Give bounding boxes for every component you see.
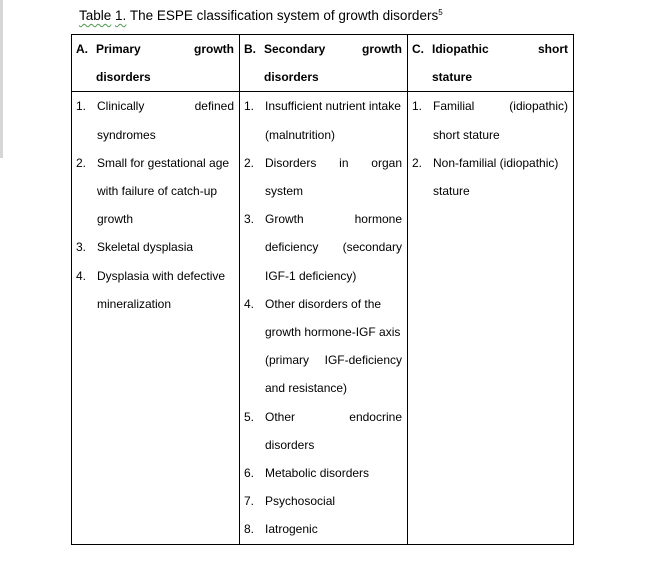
cell-line — [265, 346, 402, 374]
header-word: growth — [194, 42, 234, 56]
header-line — [76, 35, 234, 63]
cell-line — [265, 149, 402, 177]
cell-line — [97, 121, 234, 149]
item-text — [265, 205, 402, 290]
item-number: 5. — [244, 409, 255, 424]
table-body-row — [72, 92, 574, 544]
cell-line — [265, 205, 402, 233]
header-line-2: stature — [432, 70, 473, 85]
column-header-idiopathic — [408, 35, 574, 92]
header-marker: B. — [244, 42, 256, 56]
cell-word: Other disorders of the — [265, 296, 382, 311]
item-number: 1. — [244, 99, 255, 114]
list-item — [244, 92, 402, 148]
cell-line — [265, 121, 402, 149]
header-word: short — [538, 42, 568, 56]
cell-line — [97, 262, 234, 290]
cell-word: Clinically — [97, 99, 145, 114]
cell-line — [433, 92, 568, 120]
cell-word: (idiopathic) — [509, 99, 568, 114]
cell-line — [97, 149, 234, 177]
item-text — [97, 233, 234, 261]
cell-line — [265, 431, 402, 459]
cell-word: Small for gestational age — [97, 155, 230, 170]
list-item — [412, 149, 568, 205]
cell-word: syndromes — [97, 127, 156, 142]
cell-word: organ — [371, 155, 402, 170]
cell-word: Disorders — [265, 155, 317, 170]
header-marker: A. — [76, 42, 88, 56]
cell-line — [433, 149, 568, 177]
header-words — [96, 35, 234, 63]
header-line-2: disorders — [96, 70, 151, 85]
cell-line — [265, 515, 402, 543]
cell-word: Metabolic disorders — [265, 466, 370, 481]
list-item — [244, 487, 402, 515]
cell-word: and resistance) — [265, 381, 348, 396]
cell-word: system — [265, 184, 304, 199]
cell-word: deficiency — [265, 240, 319, 255]
cell-line — [265, 177, 402, 205]
cell-line — [265, 318, 402, 346]
item-text — [97, 92, 234, 148]
cell-word: short stature — [433, 127, 500, 142]
list-item — [412, 92, 568, 148]
item-number: 1. — [76, 99, 87, 114]
item-text — [265, 92, 402, 148]
cell-line — [265, 403, 402, 431]
cell-line — [97, 205, 234, 233]
item-text — [433, 149, 568, 205]
cell-line — [265, 374, 402, 402]
table-caption — [79, 5, 443, 24]
item-text — [97, 149, 234, 234]
cell-line — [97, 177, 234, 205]
cell-line — [97, 290, 234, 318]
cell-word: Other — [265, 409, 296, 424]
header-word: Idiopathic — [432, 42, 489, 56]
item-number: 8. — [244, 522, 255, 537]
item-number: 3. — [244, 212, 255, 227]
caption-word: Table — [79, 8, 112, 23]
list-item — [76, 262, 234, 318]
column-body-idiopathic — [408, 92, 574, 544]
column-body-primary — [72, 92, 240, 544]
cell-word: Dysplasia with defective — [97, 268, 226, 283]
column-header-secondary — [240, 35, 408, 92]
cell-word: IGF-deficiency — [324, 353, 402, 368]
cell-word: mineralization — [97, 296, 172, 311]
item-text — [265, 403, 402, 459]
cell-line — [97, 92, 234, 120]
header-word: growth — [362, 42, 402, 56]
cell-word: with failure of catch-up — [97, 184, 218, 199]
item-text — [265, 459, 402, 487]
item-text — [97, 262, 234, 318]
item-text — [265, 290, 402, 403]
cell-line — [265, 290, 402, 318]
item-number: 4. — [76, 268, 87, 283]
list-item — [76, 92, 234, 148]
cell-word: endocrine — [349, 409, 402, 424]
list-item — [244, 290, 402, 403]
caption-text: The ESPE classification system of growth disorders — [129, 8, 439, 23]
column-header-primary — [72, 35, 240, 92]
cell-line — [265, 487, 402, 515]
list-item — [244, 459, 402, 487]
cell-word: hormone — [354, 212, 402, 227]
list-item — [244, 205, 402, 290]
cell-word: Iatrogenic — [265, 522, 318, 537]
cell-word: Growth — [265, 212, 304, 227]
item-number: 4. — [244, 296, 255, 311]
cell-word: Psychosocial — [265, 494, 336, 509]
item-number: 1. — [412, 99, 423, 114]
list-item — [76, 233, 234, 261]
item-text — [265, 487, 402, 515]
column-body-secondary — [240, 92, 408, 544]
cell-word: Insufficient nutrient intake — [265, 99, 401, 114]
page-edge-bar — [0, 0, 3, 158]
cell-word: Non-familial (idiopathic) — [433, 155, 559, 170]
header-words — [432, 35, 568, 63]
header-words — [264, 35, 402, 63]
list-item — [244, 149, 402, 205]
cell-line — [265, 92, 402, 120]
item-number: 2. — [412, 155, 423, 170]
cell-line — [97, 233, 234, 261]
cell-word: (primary — [265, 353, 309, 368]
cell-line — [265, 233, 402, 261]
header-word: Primary — [96, 42, 141, 56]
classification-table — [71, 34, 574, 545]
cell-word: in — [339, 155, 349, 170]
item-number: 2. — [76, 155, 87, 170]
cell-word: growth hormone-IGF axis — [265, 325, 401, 340]
item-number: 7. — [244, 494, 255, 509]
cell-line — [433, 121, 568, 149]
cell-word: stature — [433, 184, 470, 199]
cell-word: disorders — [265, 437, 315, 452]
list-item — [244, 515, 402, 543]
caption-superscript: 5 — [438, 8, 443, 17]
header-marker: C. — [412, 42, 424, 56]
header-word: Secondary — [264, 42, 326, 56]
cell-line — [265, 459, 402, 487]
header-line-2: disorders — [264, 70, 319, 85]
cell-word: IGF-1 deficiency) — [265, 268, 357, 283]
cell-word: defined — [194, 99, 234, 114]
list-item — [244, 403, 402, 459]
item-text — [433, 92, 568, 148]
cell-word: Skeletal dysplasia — [97, 240, 194, 255]
header-line — [244, 35, 402, 63]
cell-word: Familial — [433, 99, 475, 114]
cell-line — [433, 177, 568, 205]
item-text — [265, 515, 402, 543]
table-header-row — [72, 35, 574, 92]
header-line — [412, 35, 568, 63]
item-number: 2. — [244, 155, 255, 170]
item-number: 6. — [244, 466, 255, 481]
cell-word: growth — [97, 212, 134, 227]
item-text — [265, 149, 402, 205]
cell-word: (secondary — [342, 240, 402, 255]
item-number: 3. — [76, 240, 87, 255]
caption-number: 1. — [115, 8, 127, 23]
cell-word: (malnutrition) — [265, 127, 336, 142]
cell-line — [265, 262, 402, 290]
list-item — [76, 149, 234, 234]
